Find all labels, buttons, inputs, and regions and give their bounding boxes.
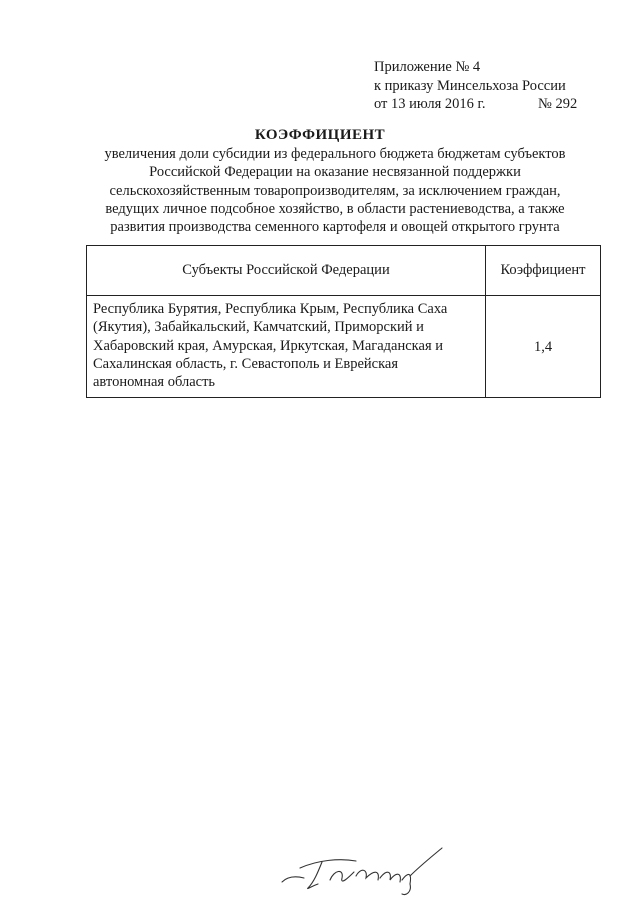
subtitle-line: увеличения доли субсидии из федерального бюджета бюджетам субъектов bbox=[104, 146, 566, 162]
table-row bbox=[87, 296, 601, 398]
subject-line: (Якутия), Забайкальский, Камчатский, Приморский и bbox=[93, 319, 424, 336]
appendix-order-number: № 292 bbox=[538, 96, 578, 112]
document-title: КОЭФФИЦИЕНТ bbox=[254, 127, 386, 143]
appendix-date-line bbox=[374, 95, 604, 114]
subtitle-line: Российской Федерации на оказание несвязанной поддержки bbox=[149, 164, 521, 181]
signature-strokes bbox=[282, 848, 442, 895]
coefficient-cell: 1,4 bbox=[486, 296, 601, 398]
appendix-order-ref: к приказу Минсельхоза России bbox=[374, 77, 566, 94]
appendix-date: от 13 июля 2016 г. bbox=[374, 96, 486, 112]
subtitle-line: сельскохозяйственным товаропроизводителям, за исключением граждан, bbox=[109, 182, 561, 199]
signature-image bbox=[278, 842, 448, 897]
subtitle-line: ведущих личное подсобное хозяйство, в области растениеводства, а также bbox=[105, 200, 565, 217]
column-header-subjects: Субъекты Российской Федерации bbox=[87, 246, 486, 296]
subject-line: Хабаровский края, Амурская, Иркутская, Магаданская и bbox=[93, 337, 443, 354]
coefficient-table bbox=[86, 245, 601, 398]
appendix-header bbox=[374, 58, 604, 114]
document-subtitle bbox=[90, 145, 580, 236]
subject-line: Сахалинская область, г. Севастополь и Еврейская bbox=[93, 355, 399, 372]
appendix-number: Приложение № 4 bbox=[374, 59, 481, 75]
subtitle-line: развития производства семенного картофеля и овощей открытого грунта bbox=[110, 219, 560, 236]
table-header-row bbox=[87, 246, 601, 296]
subject-line: автономная область bbox=[93, 374, 216, 391]
subject-line: Республика Бурятия, Республика Крым, Республика Саха bbox=[93, 301, 448, 317]
column-header-coefficient: Коэффициент bbox=[486, 246, 601, 296]
subjects-cell bbox=[87, 296, 486, 398]
